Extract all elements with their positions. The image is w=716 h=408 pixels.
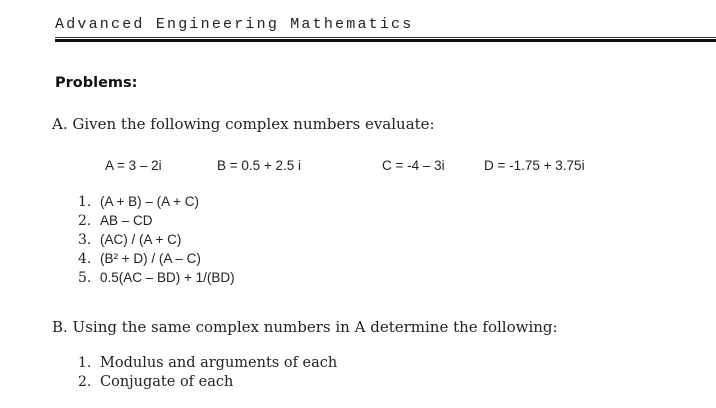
item-text: Conjugate of each	[100, 374, 234, 390]
item-number: 3.	[78, 232, 92, 248]
definition-d: D = -1.75 + 3.75i	[484, 158, 585, 173]
list-item	[78, 191, 235, 210]
problems-heading: Problems:	[55, 75, 138, 91]
item-expression: (B² + D) / (A – C)	[100, 251, 201, 266]
header-divider-thick	[55, 39, 716, 42]
definition-c: C = -4 – 3i	[382, 158, 445, 173]
item-number: 1.	[78, 355, 92, 371]
item-number: 2.	[78, 374, 92, 390]
item-expression: 0.5(AC – BD) + 1/(BD)	[100, 270, 235, 285]
header-divider-thin	[55, 37, 716, 38]
list-item	[78, 267, 235, 286]
list-item	[78, 248, 235, 267]
list-item	[78, 210, 235, 229]
document-title: Advanced Engineering Mathematics	[55, 16, 414, 33]
item-expression: AB – CD	[100, 213, 153, 228]
section-a-problem-list	[78, 191, 235, 286]
list-item	[78, 229, 235, 248]
definition-a: A = 3 – 2i	[105, 158, 162, 173]
item-expression: (A + B) – (A + C)	[100, 194, 200, 209]
section-b-problem-list	[78, 352, 337, 390]
section-a-heading: A. Given the following complex numbers evaluate:	[52, 115, 435, 133]
item-number: 4.	[78, 251, 92, 267]
item-number: 5.	[78, 270, 92, 286]
section-b-heading: B. Using the same complex numbers in A determine the following:	[52, 318, 558, 336]
list-item	[78, 371, 337, 390]
list-item	[78, 352, 337, 371]
item-number: 2.	[78, 213, 92, 229]
item-number: 1.	[78, 194, 92, 210]
definition-b: B = 0.5 + 2.5 i	[217, 158, 302, 173]
item-expression: (AC) / (A + C)	[100, 232, 182, 247]
item-text: Modulus and arguments of each	[100, 355, 338, 371]
